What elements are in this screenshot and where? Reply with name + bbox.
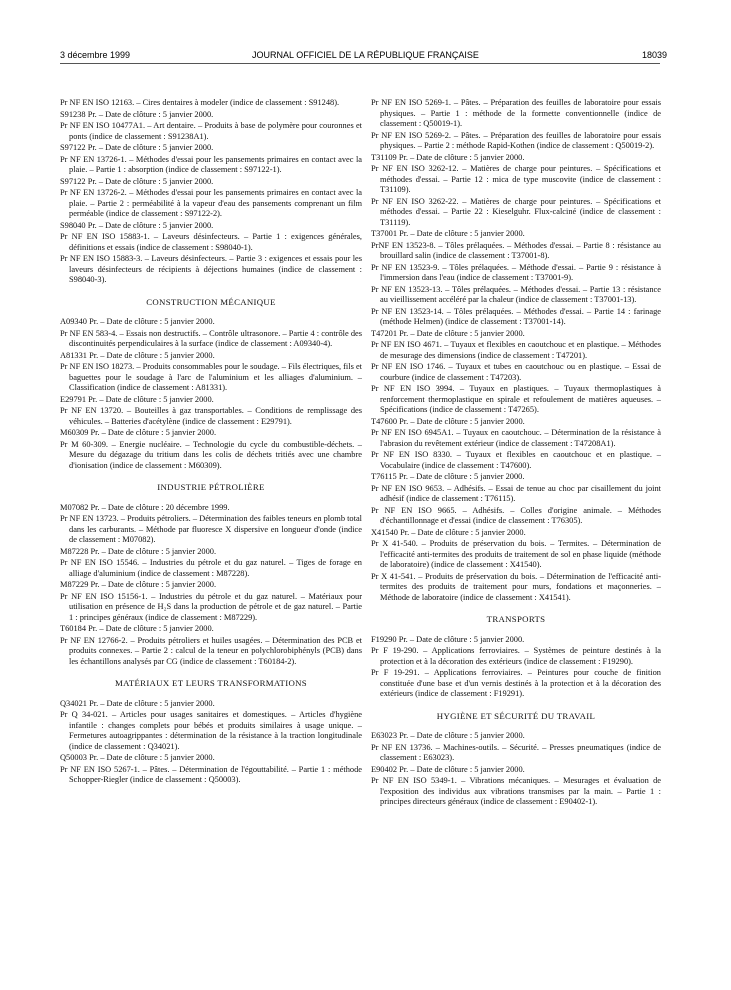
section-heading: INDUSTRIE PÉTROLIÈRE [157, 482, 265, 492]
notice-entry: Pr NF EN ISO 5269-2. – Pâtes. – Préparation des feuilles de laboratoire pour essais physiques. – Partie 2 : méthode Rapid-Kothen (indice de classement : Q50019-2). [371, 130, 661, 150]
notice-entry: Pr NF EN ISO 18273. – Produits consommables pour le soudage. – Fils électriques, fils et baguettes pour le soudage à l'arc de l'aluminium et les alliages d'aluminium. – Classification (indice de classement : A81331). [60, 362, 362, 392]
notice-entry: Pr NF EN ISO 12163. – Cires dentaires à modeler (indice de classement : S91248). [60, 98, 340, 107]
notice-entry: Pr NF EN 13726-2. – Méthodes d'essai pour les pansements primaires en contact avec la plaie. – Partie 2 : perméabilité à la vapeur d'eau des pansements comprenant un film perméable (indice de classement : S97122-2). [60, 188, 362, 218]
notice-entry: E29791 Pr. – Date de clôture : 5 janvier 2000. [60, 394, 214, 404]
notice-entry: Pr NF EN ISO 1746. – Tuyaux et tubes en caoutchouc ou en plastique. – Essai de courbure (indice de classement : T47203). [371, 362, 661, 382]
notice-entry: Pr X 41-540. – Produits de préservation du bois. – Termites. – Détermination de l'efficacité anti-termites des produits de traitement de sol en phase liquide (méthode de laboratoire) (indice de classement : X41540). [371, 539, 661, 569]
notice-entry: T47600 Pr. – Date de clôture : 5 janvier 2000. [371, 416, 525, 426]
notice-entry: Pr NF EN ISO 6945A1. – Tuyaux en caoutchouc. – Détermination de la résistance à l'abrasion du revêtement extérieur (indice de classement : T47208A1). [371, 428, 661, 448]
notice-entry: Pr NF EN ISO 5349-1. – Vibrations mécaniques. – Mesurages et évaluation de l'exposition des individus aux vibrations transmises par la main. – Partie 1 : principes directeurs généraux (indice de classement : E90402-1). [371, 776, 661, 806]
notice-entry: T31109 Pr. – Date de clôture : 5 janvier 2000. [371, 152, 525, 162]
header-rule [60, 63, 660, 64]
notice-entry: Pr NF EN 13720. – Bouteilles à gaz transportables. – Conditions de remplissage des véhicules. – Batteries d'acétylène (indice de classement : E29791). [60, 406, 362, 426]
notice-entry: Pr NF EN ISO 15156-1. – Industries du pétrole et du gaz naturel. – Matériaux pour utilisation en présence de H₂S dans la production de pétrole et de gaz naturel. – Partie 1 : principes généraux (indice de classement : M87229). [60, 591, 362, 622]
page-header [0, 0, 731, 68]
notice-entry: Pr NF EN 13523-13. – Tôles prélaquées. – Méthodes d'essai. – Partie 13 : résistance au vieillissement accéléré par la chaleur (indice de classement : T37001-13). [371, 284, 661, 304]
notice-entry: Q34021 Pr. – Date de clôture : 5 janvier 2000. [60, 698, 215, 708]
notice-entry: Pr NF EN ISO 3262-22. – Matières de charge pour peintures. – Spécifications et méthodes d'essai. – Partie 22 : Kieselguhr. Flux-calciné (indice de classement : T31119). [371, 196, 661, 227]
header-page-number: 18039 [641, 50, 667, 60]
notice-entry: M60309 Pr. – Date de clôture : 5 janvier 2000. [60, 428, 217, 437]
header-title: JOURNAL OFFICIEL DE LA RÉPUBLIQUE FRANÇAISE [252, 50, 479, 60]
header-date: 3 décembre 1999 [60, 50, 131, 60]
notice-entry: Pr F 19-290. – Applications ferroviaires. – Systèmes de peinture destinés à la protection et à la décoration des extérieurs (indice de classement : F19290). [371, 646, 661, 666]
notice-entry: Pr NF EN 13726-1. – Méthodes d'essai pour les pansements primaires en contact avec la plaie. – Partie 1 : absorption (indice de classement : S97122-1). [60, 154, 362, 174]
notice-entry: Pr NF EN ISO 8330. – Tuyaux et flexibles en caoutchouc et en plastique. – Vocabulaire (indice de classement : T47600). [371, 450, 661, 470]
left-column [60, 98, 362, 787]
notice-entry: PrNF EN 13523-8. – Tôles prélaquées. – Méthodes d'essai. – Partie 8 : résistance au brouillard salin (indice de classement : T37001-8). [371, 240, 661, 260]
notice-entry: T37001 Pr. – Date de clôture : 5 janvier 2000. [371, 229, 525, 238]
notice-entry: E90402 Pr. – Date de clôture : 5 janvier 2000. [371, 764, 525, 774]
notice-entry: A81331 Pr. – Date de clôture : 5 janvier 2000. [60, 350, 215, 360]
notice-entry: A09340 Pr. – Date de clôture : 5 janvier 2000. [60, 317, 215, 326]
notice-entry: Pr NF EN ISO 10477A1. – Art dentaire. – Produits à base de polymère pour couronnes et ponts (indice de classement : S91238A1). [60, 121, 362, 141]
notice-entry: T47201 Pr. – Date de clôture : 5 janvier 2000. [371, 328, 525, 338]
notice-entry: M87228 Pr. – Date de clôture : 5 janvier 2000. [60, 546, 217, 556]
notice-entry: Pr NF EN ISO 5267-1. – Pâtes. – Détermination de l'égouttabilité. – Partie 1 : méthode Schopper-Riegler (indice de classement : Q50003). [60, 764, 362, 784]
notice-entry: M07082 Pr. – Date de clôture : 20 décembre 1999. [60, 502, 230, 512]
notice-entry: Pr NF EN ISO 9653. – Adhésifs. – Essai de tenue au choc par cisaillement du joint adhésif (indice de classement : T76115). [371, 483, 661, 503]
notice-entry: S97122 Pr. – Date de clôture : 5 janvier 2000. [60, 176, 214, 186]
notice-entry: Pr NF EN ISO 15883-3. – Laveurs désinfecteurs. – Partie 3 : exigences et essais pour les laveurs désinfecteurs de récipients à déjections humaines (indice de classement : S98040-3). [60, 254, 362, 284]
section-heading: CONSTRUCTION MÉCANIQUE [146, 296, 276, 307]
notice-entry: Pr NF EN ISO 5269-1. – Pâtes. – Préparation des feuilles de laboratoire pour essais physiques. – Partie 1 : méthode de la formette conventionnelle (indice de classement : Q50019-1). [371, 98, 661, 128]
right-column [371, 98, 661, 809]
notice-entry: Pr NF EN 13523-14. – Tôles prélaquées. – Méthodes d'essai. – Partie 14 : farinage (méthode Helmen) (indice de classement : T37001-14). [371, 306, 661, 326]
notice-entry: Pr NF EN ISO 4671. – Tuyaux et flexibles en caoutchouc et en plastique. – Méthodes de mesurage des dimensions (indice de classement : T47201). [371, 340, 661, 360]
notice-entry: E63023 Pr. – Date de clôture : 5 janvier 2000. [371, 731, 525, 740]
section-heading: MATÉRIAUX ET LEURS TRANSFORMATIONS [115, 678, 307, 688]
notice-entry: Q50003 Pr. – Date de clôture : 5 janvier 2000. [60, 753, 215, 762]
notice-entry: Pr NF EN 583-4. – Essais non destructifs. – Contrôle ultrasonore. – Partie 4 : contrôle des discontinuités perpendiculaires à la surface (indice de classement : A09340-4). [60, 328, 362, 348]
notice-entry: Pr NF EN ISO 9665. – Adhésifs. – Colles d'origine animale. – Méthodes d'échantillonnage et d'essai (indice de classement : T76305). [371, 505, 661, 525]
notice-entry: Pr NF EN ISO 15883-1. – Laveurs désinfecteurs. – Partie 1 : exigences générales, définitions et essais (indice de classement : S98040-1). [60, 232, 362, 252]
notice-entry: Pr NF EN ISO 15546. – Industries du pétrole et du gaz naturel. – Tiges de forage en alliage d'aluminium (indice de classement : M87228). [60, 558, 362, 578]
section-heading: HYGIÈNE ET SÉCURITÉ DU TRAVAIL [436, 710, 596, 721]
section-heading: TRANSPORTS [486, 614, 546, 624]
notice-entry: Pr NF EN 13723. – Produits pétroliers. – Détermination des faibles teneurs en plomb total dans les carburants. – Méthode par fluoresce X dispersive en longueur d'onde (indice de classement : M07082). [60, 514, 362, 544]
notice-entry: S91238 Pr. – Date de clôture : 5 janvier 2000. [60, 109, 214, 119]
notice-entry: Pr X 41-541. – Produits de préservation du bois. – Détermination de l'efficacité anti-termites des produits de traitement pour murs, fondations et maçonneries. – Méthode de laboratoire (indice de classement : X41541). [371, 571, 661, 602]
notice-entry: T60184 Pr. – Date de clôture : 5 janvier 2000. [60, 624, 214, 633]
notice-entry: Pr Q 34-021. – Articles pour usages sanitaires et domestiques. – Articles d'hygiène infantile : changes complets pour bébés et produits similaires à usage unique. – Fermetures autoagrippantes : détermination de la résistance à la traction longitudinale (indice de classement : Q34021). [60, 710, 362, 751]
notice-entry: T76115 Pr. – Date de clôture : 5 janvier 2000. [371, 472, 525, 481]
notice-entry: Pr NF EN ISO 3994. – Tuyaux en plastiques. – Tuyaux thermoplastiques à renforcement thermoplastique en spirale et refoulement de matières aqueuses. – Spécifications (indice de classement : T47265). [371, 384, 661, 414]
notice-entry: Pr M 60-309. – Energie nucléaire. – Technologie du cycle du combustible-déchets. – Mesure du dégazage du tritium dans les colis de déchets tritiés avec une chambre d'ionisation (indice de classement : M60309). [60, 439, 362, 470]
notice-entry: S97122 Pr. – Date de clôture : 5 janvier 2000. [60, 143, 214, 152]
notice-entry: Pr NF EN 13736. – Machines-outils. – Sécurité. – Presses pneumatiques (indice de classement : E63023). [371, 742, 661, 762]
notice-entry: M87229 Pr. – Date de clôture : 5 janvier 2000. [60, 580, 217, 589]
notice-entry: Pr NF EN 13523-9. – Tôles prélaquées. – Méthode d'essai. – Partie 9 : résistance à l'immersion dans l'eau (indice de classement : T37001-9). [371, 262, 661, 282]
notice-entry: Pr NF EN 12766-2. – Produits pétroliers et huiles usagées. – Détermination des PCB et produits connexes. – Partie 2 : calcul de la teneur en polychlorobiphényls (PCB) dans les échantillons analysés par CG (indice de classement : T60184-2). [60, 635, 362, 666]
notice-entry: X41540 Pr. – Date de clôture : 5 janvier 2000. [371, 527, 526, 537]
notice-entry: S98040 Pr. – Date de clôture : 5 janvier 2000. [60, 220, 214, 230]
notice-entry: Pr F 19-291. – Applications ferroviaires. – Peintures pour couche de finition constituée d'une base et d'un vernis destinés à la protection et à la décoration des extérieurs (indice de classement : F19291). [371, 668, 661, 698]
notice-entry: Pr NF EN ISO 3262-12. – Matières de charge pour peintures. – Spécifications et méthodes d'essai. – Partie 12 : mica de type muscovite (indice de classement : T31109). [371, 164, 661, 194]
notice-entry: F19290 Pr. – Date de clôture : 5 janvier 2000. [371, 634, 525, 644]
